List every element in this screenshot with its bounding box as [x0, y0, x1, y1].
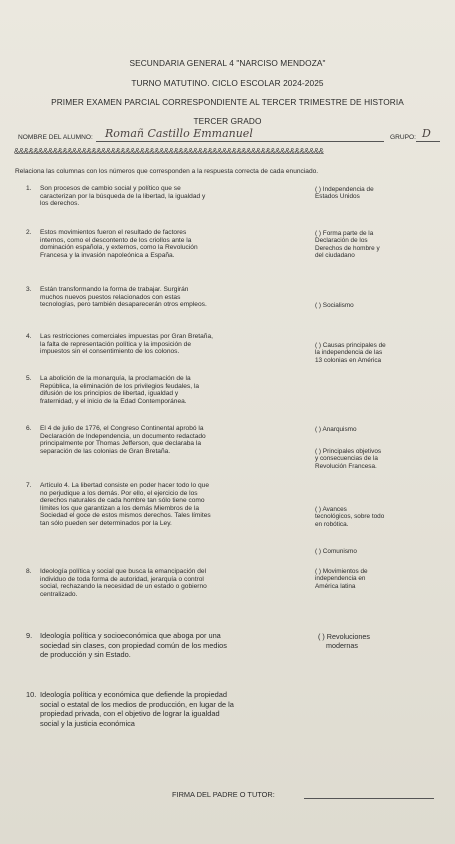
question-9: 9. Ideología política y socioeconómica que aboga por una sociedad sin clases, con propiedad común de los medios de producción y sin Estado. [26, 631, 227, 659]
school-name: SECUNDARIA GENERAL 4 "NARCISO MENDOZA" [129, 58, 326, 68]
signature-line [304, 798, 434, 799]
shift-cycle: TURNO MATUTINO. CICLO ESCOLAR 2024-2025 [131, 78, 324, 88]
group-value: D [422, 127, 431, 140]
student-name-label: NOMBRE DEL ALUMNO: [18, 134, 93, 141]
answer-movimientos-independencia: ( ) Movimientos de independencia en América latina [315, 568, 368, 590]
signature-label: FIRMA DEL PADRE O TUTOR: [172, 790, 275, 799]
answer-anarquismo: ( ) Anarquismo [315, 426, 357, 433]
instructions: Relaciona las columnas con los números que corresponden a la respuesta correcta de cada enunciado. [15, 168, 319, 175]
answer-declaracion-derechos: ( ) Forma parte de la Declaración de los Derechos de hombre y del ciudadano [315, 230, 380, 259]
question-7: 7. Artículo 4. La libertad consiste en poder hacer todo lo que no perjudique a los demás. Por ello, el ejercicio de los derechos naturales de cada hombre tan sólo tiene como límites los que garantizan a los demás Miembros de la Sociedad el goce de estos mismos derechos. Tales límites tan sólo pueden ser determinados por la Ley. [26, 482, 211, 527]
question-4: 4. Las restricciones comerciales impuestas por Gran Bretaña, la falta de representación política y la imposición de impuestos sin el consentimiento de los colonos. [26, 333, 213, 356]
answer-socialismo: ( ) Socialismo [315, 302, 354, 309]
student-name-value: Romañ Castillo Emmanuel [105, 127, 253, 140]
answer-revoluciones-modernas: ( ) Revoluciones modernas [318, 632, 370, 650]
question-3: 3. Están transformando la forma de trabajar. Surgirán muchos nuevos puestos relacionados con estas tecnologías, pero también desaparecerán otros empleos. [26, 286, 207, 309]
question-1: 1. Son procesos de cambio social y político que se caracterizan por la búsqueda de la libertad, la igualdad y los derechos. [26, 185, 206, 208]
grade: TERCER GRADO [193, 116, 262, 126]
question-5: 5. La abolición de la monarquía, la proclamación de la República, la eliminación de los privilegios feudales, la difusión de los principios de libertad, igualdad y fraternidad, y el inicio de la Edad Contemporánea. [26, 375, 200, 405]
question-10: 10. Ideología política y económica que defiende la propiedad social o estatal de los medios de producción, en lugar de la propiedad privada, con el objetivo de lograr la igualdad social y la justicia económica [26, 690, 234, 728]
answer-revolucion-francesa: ( ) Principales objetivos y consecuencias de la Revolución Francesa. [315, 448, 382, 470]
question-8: 8. Ideología política y social que busca la emancipación del individuo de toda forma de autoridad, jerarquía o control social, rechazando la necesidad de un estado o gobierno centralizado. [26, 568, 207, 598]
group-line [416, 141, 440, 142]
student-name-line [96, 141, 384, 142]
question-6: 6. El 4 de julio de 1776, el Congreso Continental aprobó la Declaración de Independencia, un documento redactado principalmente por Thomas Jefferson, que declaraba la separación de las colonias de Gran Bretaña. [26, 425, 206, 455]
answer-causas-13-colonias: ( ) Causas principales de la independencia de las 13 colonias en América [315, 342, 386, 364]
answer-independencia-eeuu: ( ) Independencia de Estados Unidos [315, 186, 374, 201]
decorative-divider: &&&&&&&&&&&&&&&&&&&&&&&&&&&&&&&&&&&&&&&&&&&&&&&&&&&&&&&&&&&&&&&& [14, 148, 324, 156]
exam-title: PRIMER EXAMEN PARCIAL CORRESPONDIENTE AL TERCER TRIMESTRE DE HISTORIA [51, 97, 404, 107]
answer-avances-tecnologicos: ( ) Avances tecnológicos, sobre todo en robótica. [315, 506, 385, 528]
question-2: 2. Estos movimientos fueron el resultado de factores internos, como el descontento de los criollos ante la dominación española, y externos, como la Revolución Francesa y la invasión napoleónica a España. [26, 229, 198, 259]
answer-comunismo: ( ) Comunismo [315, 548, 357, 555]
group-label: GRUPO: [390, 134, 417, 141]
